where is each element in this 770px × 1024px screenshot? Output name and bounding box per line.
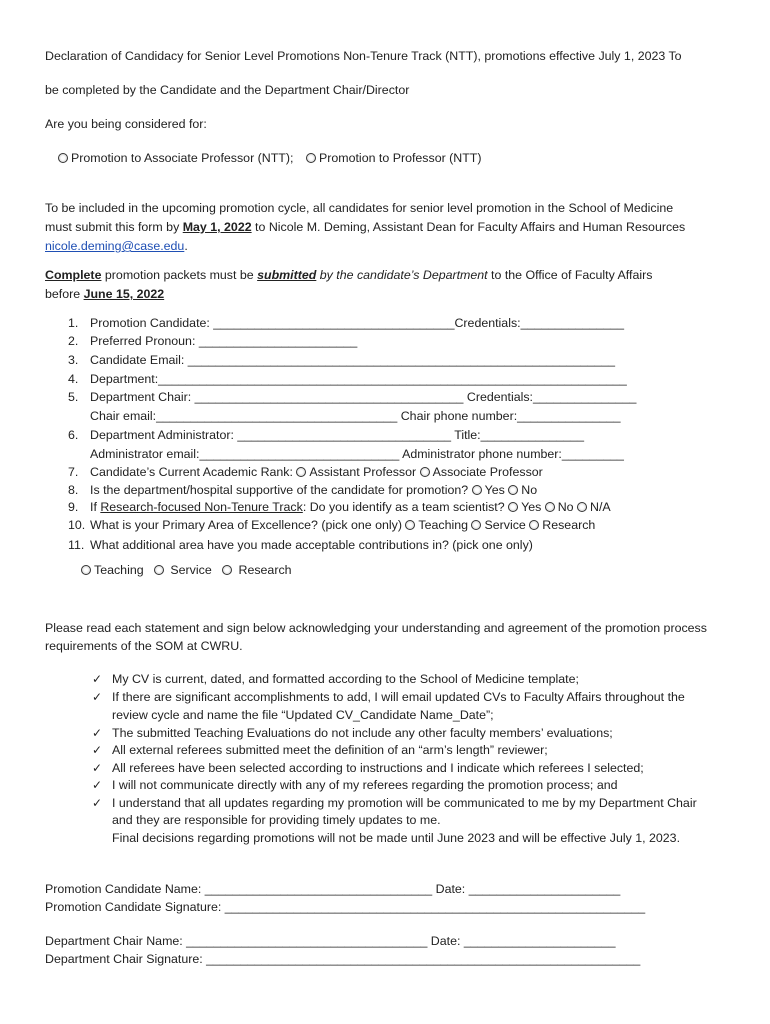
item-3[interactable] — [68, 353, 615, 367]
option-label: Yes — [484, 483, 505, 497]
option-label: No — [557, 500, 574, 514]
radio-service[interactable] — [471, 520, 481, 530]
radio-yes[interactable] — [508, 502, 518, 512]
item-number: 7. — [68, 465, 79, 479]
item-text: Preferred Pronoun: _______________________ — [90, 334, 358, 348]
option-label: Assistant Professor — [309, 465, 417, 479]
checkmark-icon: ✓ — [92, 796, 103, 810]
intro-line-2 — [45, 220, 685, 234]
item-text: Promotion Candidate: ___________________________________Credentials:_______________ — [90, 316, 624, 330]
final-decision-note: Final decisions regarding promotions will not be made until June 2023 and will be effective July 1, 2023. — [112, 831, 681, 845]
checklist-continuation: review cycle and name the file “Updated CV_Candidate Name_Date”; — [112, 708, 494, 722]
item-text: What additional area have you made acceptable contributions in? (pick one only) — [90, 538, 533, 552]
option-label: Service — [484, 518, 526, 532]
checklist-item — [92, 796, 697, 810]
item-number: 11. — [68, 538, 85, 552]
checkmark-icon: ✓ — [92, 778, 103, 792]
item-6-cont[interactable] — [68, 447, 624, 461]
option-associate-label: Promotion to Associate Professor (NTT); — [71, 151, 294, 165]
form-deadline: May 1, 2022 — [182, 220, 252, 234]
item-2[interactable] — [68, 334, 357, 348]
header-line-1: Declaration of Candidacy for Senior Level Promotions Non-Tenure Track (NTT), promotions effective July 1, 2023 To — [45, 49, 682, 63]
item-number: 6. — [68, 428, 79, 442]
option-professor-label: Promotion to Professor (NTT) — [319, 151, 482, 165]
checklist-text: All external referees submitted meet the definition of an “arm’s length” reviewer; — [112, 743, 548, 757]
item-7 — [68, 465, 543, 479]
option-label: Research — [238, 563, 292, 577]
checkmark-icon: ✓ — [92, 726, 103, 740]
item-number: 10. — [68, 518, 86, 532]
item-number: 3. — [68, 353, 79, 367]
ack-line-1: Please read each statement and sign below acknowledging your understanding and agreement of the promotion process — [45, 621, 707, 635]
complete-text-2: to the Office of Faculty Affairs — [487, 268, 653, 282]
item-text: Chair email:___________________________________ Chair phone number:_______________ — [90, 409, 621, 423]
intro-line-3 — [45, 239, 188, 253]
complete-word: Complete — [45, 268, 102, 282]
item-text: Department Administrator: _______________________________ Title:_______________ — [90, 428, 584, 442]
intro-line-1: To be included in the upcoming promotion cycle, all candidates for senior level promotion in the School of Medicine — [45, 201, 674, 215]
checklist-text: I understand that all updates regarding my promotion will be communicated to me by my Department Chair — [112, 796, 697, 810]
item-text: What is your Primary Area of Excellence? (pick one only) — [90, 518, 402, 532]
radio-teaching[interactable] — [81, 565, 91, 575]
radio-service[interactable] — [154, 565, 164, 575]
checklist-text: If there are significant accomplishments to add, I will email updated CVs to Faculty Affairs throughout the — [112, 690, 685, 704]
option-label: N/A — [590, 500, 611, 514]
intro-period: . — [184, 239, 188, 253]
option-label: Service — [170, 563, 212, 577]
item-8 — [68, 483, 537, 497]
checklist-text: The submitted Teaching Evaluations do not include any other faculty members’ evaluations; — [112, 726, 613, 740]
radio-no[interactable] — [508, 485, 518, 495]
submitted-word: submitted — [257, 268, 317, 282]
option-label: Yes — [521, 500, 542, 514]
item-number: 8. — [68, 483, 79, 497]
option-associate[interactable] — [58, 151, 293, 165]
chair-signature-field[interactable]: Department Chair Signature: _______________________________________________________________ — [45, 952, 641, 966]
item-text: Department:____________________________________________________________________ — [90, 372, 627, 386]
candidate-name-field[interactable]: Promotion Candidate Name: _________________________________ Date: ______________________ — [45, 882, 621, 896]
email-link[interactable]: nicole.deming@case.edu — [45, 239, 185, 253]
consideration-question: Are you being considered for: — [45, 117, 207, 131]
header-line-2: be completed by the Candidate and the Department Chair/Director — [45, 83, 410, 97]
option-label: No — [521, 483, 538, 497]
complete-text: promotion packets must be — [101, 268, 258, 282]
before-text: before — [45, 287, 84, 301]
checkmark-icon: ✓ — [92, 761, 103, 775]
radio-associate-professor[interactable] — [420, 467, 430, 477]
item-text: Administrator email:_____________________________ Administrator phone number:_________ — [90, 447, 624, 461]
item-number: 1. — [68, 316, 79, 330]
by-department: by the candidate’s Department — [316, 268, 488, 282]
checkmark-icon: ✓ — [92, 672, 103, 686]
item-10 — [68, 518, 595, 532]
option-label: Research — [542, 518, 596, 532]
item-9 — [68, 500, 611, 514]
item-5-cont[interactable] — [68, 409, 621, 423]
option-label: Teaching — [418, 518, 469, 532]
item-number: 5. — [68, 390, 79, 404]
intro-text: must submit this form by — [45, 220, 183, 234]
item-text-underlined: Research-focused Non-Tenure Track — [100, 500, 303, 514]
item-text: Candidate Email: ______________________________________________________________ — [90, 353, 616, 367]
ack-line-2: requirements of the SOM at CWRU. — [45, 639, 243, 653]
item-5[interactable] — [68, 390, 636, 404]
checkmark-icon: ✓ — [92, 743, 103, 757]
checkmark-icon: ✓ — [92, 690, 103, 704]
item-number: 2. — [68, 334, 79, 348]
radio-assistant-professor[interactable] — [296, 467, 306, 477]
radio-associate[interactable] — [58, 153, 68, 163]
item-text: Department Chair: _______________________________________ Credentials:_______________ — [90, 390, 637, 404]
candidate-signature-field[interactable]: Promotion Candidate Signature: _____________________________________________________________ — [45, 900, 646, 914]
item-text: Candidate’s Current Academic Rank: — [90, 465, 293, 479]
item-text: Is the department/hospital supportive of the candidate for promotion? — [90, 483, 469, 497]
checklist-item — [92, 726, 613, 740]
checklist-item — [92, 743, 548, 757]
item-4[interactable] — [68, 372, 627, 386]
radio-no[interactable] — [545, 502, 555, 512]
checklist-continuation: and they are responsible for providing timely updates to me. — [112, 813, 441, 827]
item-6[interactable] — [68, 428, 584, 442]
item-text: If — [90, 500, 101, 514]
complete-line-2 — [45, 287, 164, 301]
checklist-item — [92, 778, 618, 792]
checklist-text: I will not communicate directly with any of my referees regarding the promotion process; and — [112, 778, 618, 792]
item-text: : Do you identify as a team scientist? — [302, 500, 505, 514]
option-label: Teaching — [94, 563, 144, 577]
radio-teaching[interactable] — [405, 520, 415, 530]
intro-text-2: to Nicole M. Deming, Assistant Dean for Faculty Affairs and Human Resources — [251, 220, 686, 234]
item-1[interactable] — [68, 316, 624, 330]
checklist-item — [92, 761, 644, 775]
item-number: 9. — [68, 500, 79, 514]
packet-deadline: June 15, 2022 — [83, 287, 165, 301]
item-number: 4. — [68, 372, 79, 386]
item-11-options — [81, 563, 292, 577]
radio-research[interactable] — [529, 520, 539, 530]
checklist-item — [92, 690, 685, 704]
option-professor[interactable] — [306, 151, 482, 165]
checklist-text: My CV is current, dated, and formatted according to the School of Medicine template; — [112, 672, 579, 686]
item-11 — [68, 538, 533, 552]
checklist-text: All referees have been selected according to instructions and I indicate which referees I selected; — [112, 761, 644, 775]
radio-research[interactable] — [222, 565, 232, 575]
radio-professor[interactable] — [306, 153, 316, 163]
chair-name-field[interactable]: Department Chair Name: ___________________________________ Date: ______________________ — [45, 934, 616, 948]
option-label: Associate Professor — [432, 465, 543, 479]
complete-line-1 — [45, 268, 652, 282]
radio-yes[interactable] — [472, 485, 482, 495]
radio-na[interactable] — [577, 502, 587, 512]
checklist-item — [92, 672, 579, 686]
